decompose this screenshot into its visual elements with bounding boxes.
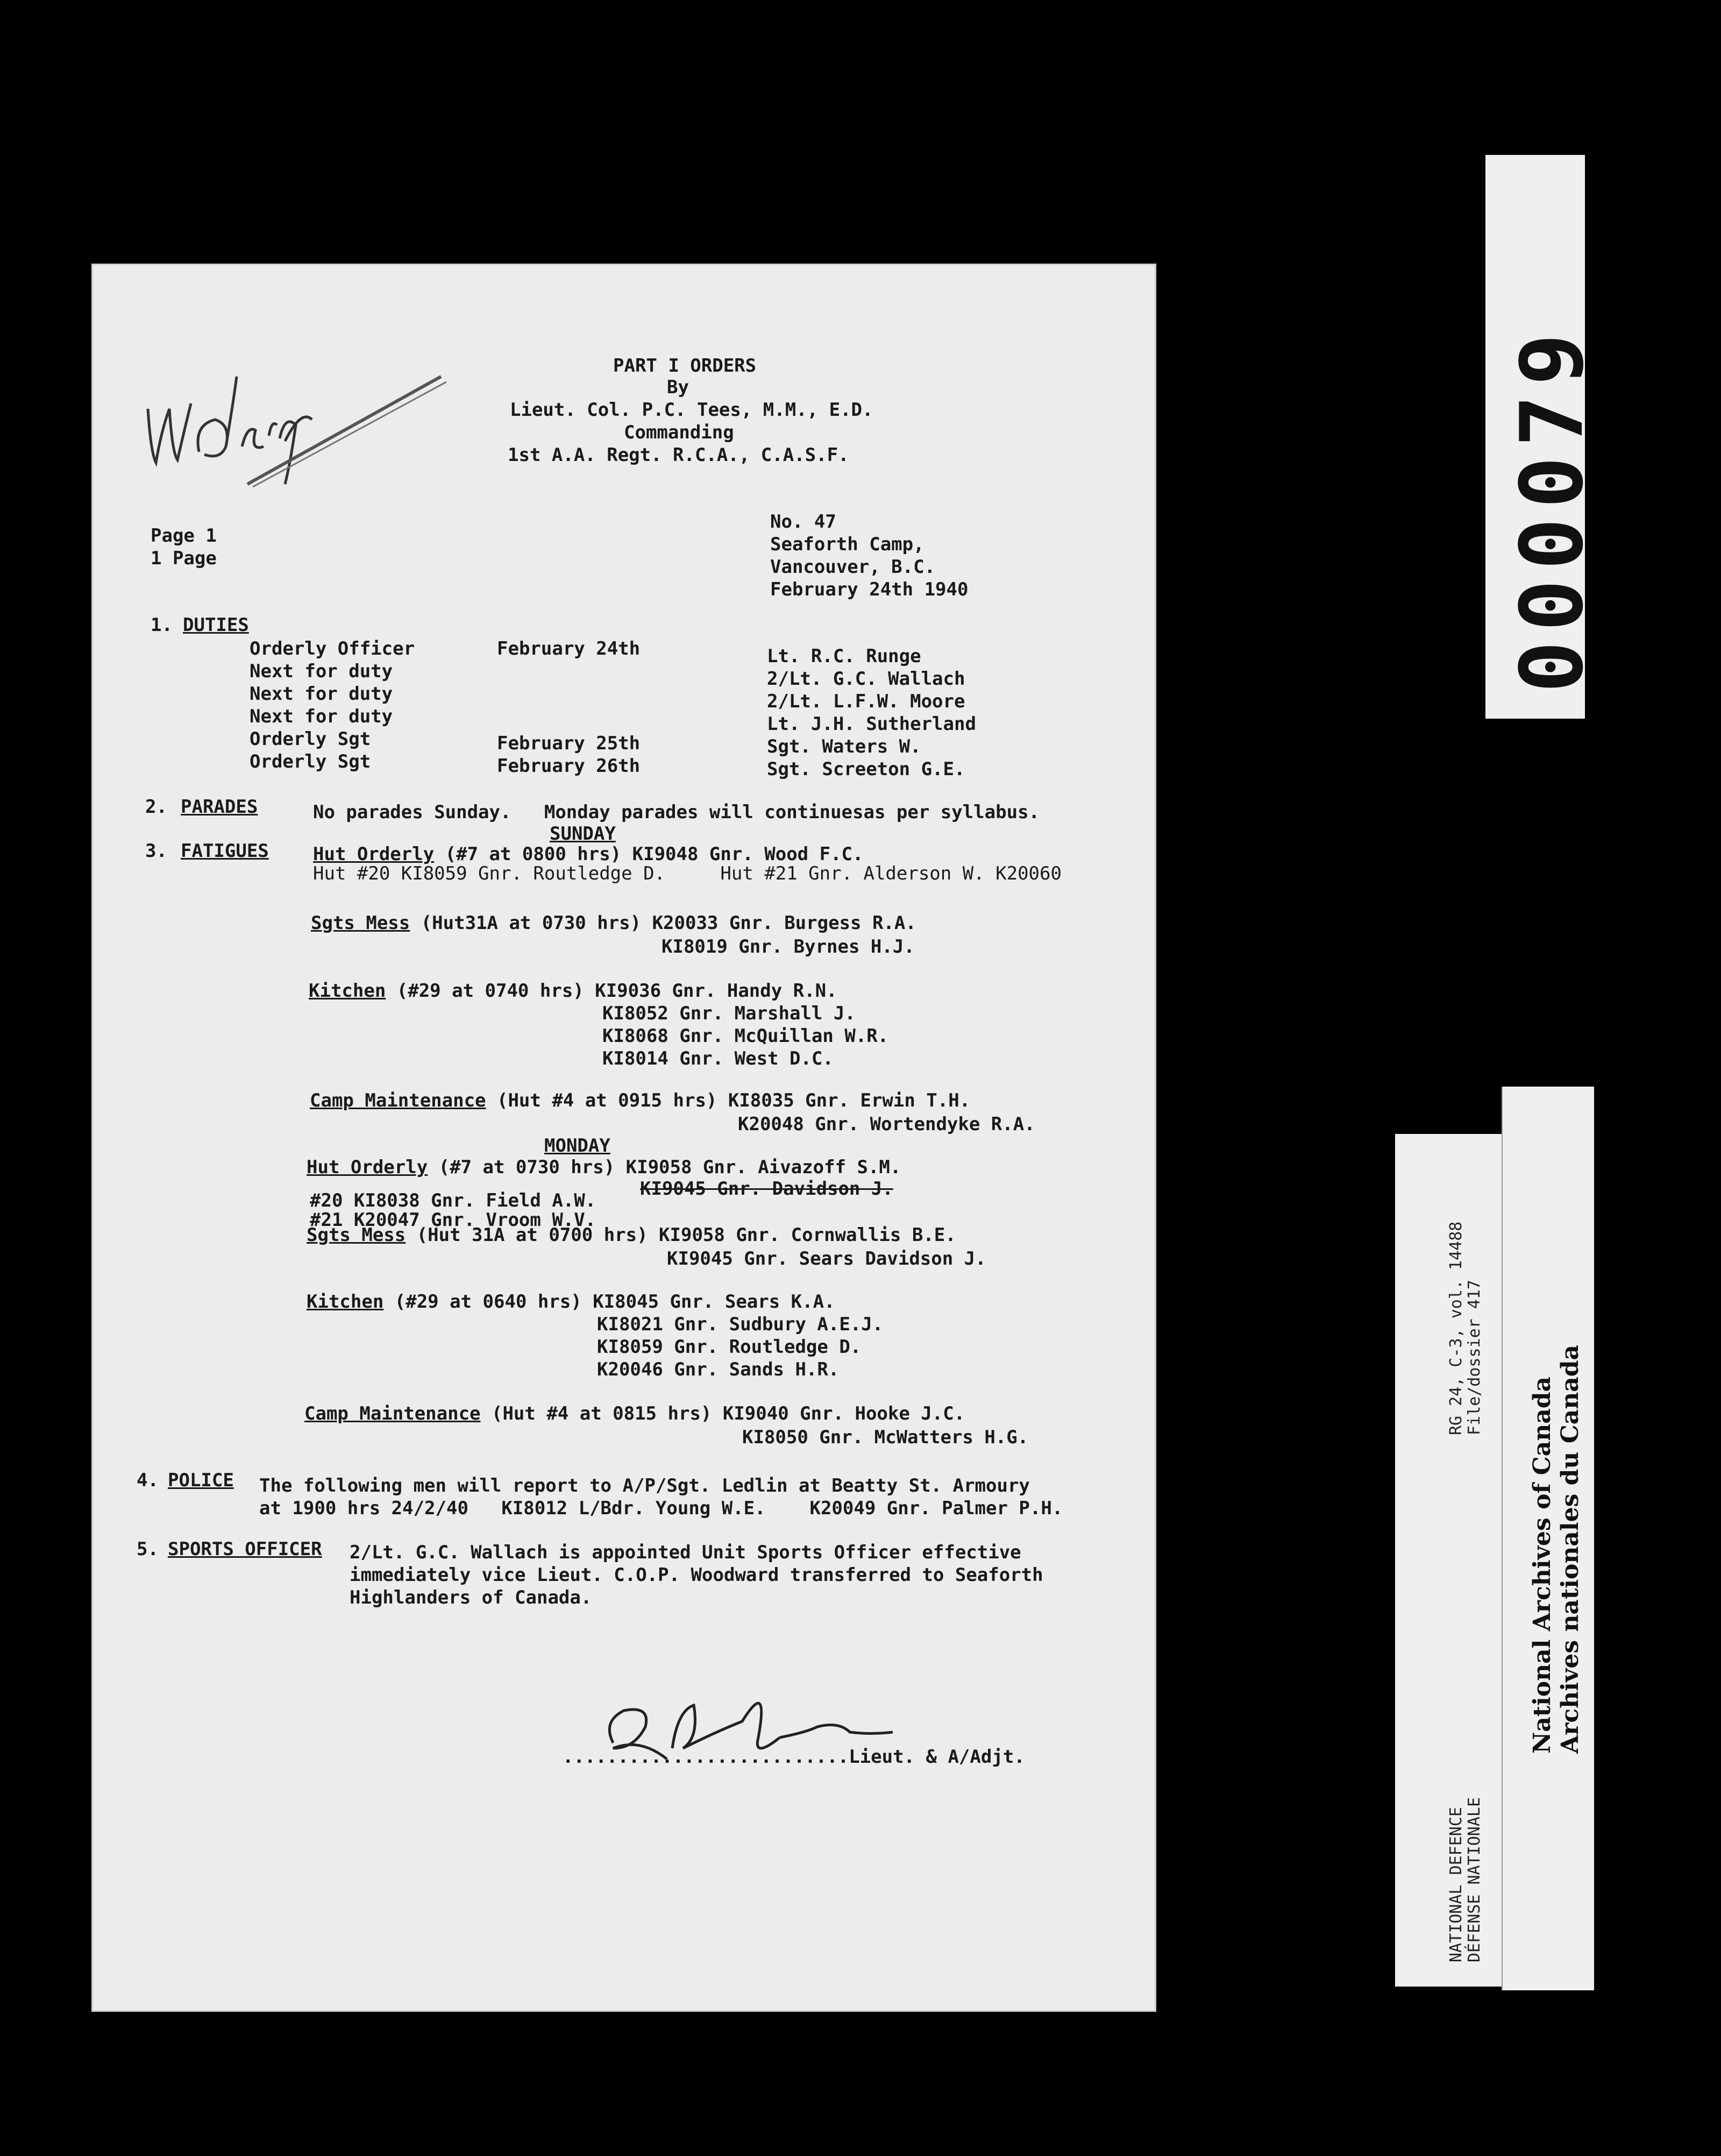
fatigue-text: (Hut 31A at 0700 hrs) KI9058 Gnr. Cornwallis B.E.: [406, 1224, 956, 1246]
fatigue-text: (#7 at 0800 hrs) KI9048 Gnr. Wood F.C.: [434, 843, 864, 865]
fatigue-line: KI8059 Gnr. Routledge D.: [597, 1336, 862, 1358]
signature-line: ..........................Lieut. & A/Adjt.: [563, 1746, 1025, 1768]
archives-name-fr: Archives nationales du Canada: [1556, 1344, 1584, 1754]
department-line: DÉFENSE NATIONALE: [1465, 1797, 1484, 1962]
sports-line: Highlanders of Canada.: [350, 1587, 592, 1608]
fatigue-line: KI8050 Gnr. McWatters H.G.: [742, 1427, 1029, 1448]
fatigue-text: (Hut #4 at 0815 hrs) KI9040 Gnr. Hooke J.C.: [480, 1403, 965, 1424]
fatigue-line-struck: KI9045 Gnr. Davidson J.: [640, 1178, 893, 1200]
page-count: 1 Page: [151, 548, 217, 569]
duty-name: 2/Lt. L.F.W. Moore: [767, 691, 965, 712]
police-number: 4.: [137, 1470, 159, 1491]
header-unit: 1st A.A. Regt. R.C.A., C.A.S.F.: [508, 444, 849, 466]
police-line: The following men will report to A/P/Sgt. Ledlin at Beatty St. Armoury: [259, 1475, 1030, 1497]
reference-line: File/dossier 417: [1465, 1280, 1484, 1435]
order-camp: Seaforth Camp,: [770, 534, 924, 555]
fatigues-number: 3.: [145, 840, 167, 862]
fatigue-line: #21 K20047 Gnr. Vroom W.V.: [310, 1209, 596, 1231]
fatigue-line: KI8014 Gnr. West D.C.: [602, 1048, 834, 1069]
fatigue-line: KI8052 Gnr. Marshall J.: [602, 1003, 856, 1024]
monday-label: MONDAY: [544, 1135, 610, 1157]
frame-number-strip: [1485, 155, 1602, 719]
fatigue-line: [310, 1090, 970, 1111]
sports-number: 5.: [137, 1538, 159, 1560]
duty-role: Next for duty: [250, 683, 393, 705]
header-by: By: [667, 377, 689, 398]
fatigue-label: Sgts Mess: [307, 1224, 406, 1246]
fatigue-line: [307, 1157, 901, 1178]
fatigue-line: #20 KI8038 Gnr. Field A.W.: [310, 1190, 596, 1211]
fatigue-line: [304, 1403, 965, 1424]
fatigue-line: KI9045 Gnr. Sears Davidson J.: [667, 1248, 986, 1270]
archive-label-reference: [1395, 1134, 1502, 1987]
fatigues-heading: FATIGUES: [181, 840, 269, 862]
archive-label-institution: [1502, 1087, 1594, 1990]
fatigue-line: Hut #20 KI8059 Gnr. Routledge D. Hut #21 Gnr. Alderson W. K20060: [313, 863, 1062, 884]
order-city: Vancouver, B.C.: [770, 556, 936, 578]
sports-line: immediately vice Lieut. C.O.P. Woodward transferred to Seaforth: [350, 1564, 1043, 1586]
duty-role: Next for duty: [250, 706, 393, 727]
handwritten-annotation: [140, 344, 463, 506]
duty-name: Lt. R.C. Runge: [767, 646, 921, 667]
fatigue-text: (#7 at 0730 hrs) KI9058 Gnr. Aivazoff S.M.: [428, 1157, 901, 1178]
fatigue-line: KI8021 Gnr. Sudbury A.E.J.: [597, 1314, 884, 1335]
parades-number: 2.: [145, 796, 167, 818]
order-number: No. 47: [770, 511, 836, 533]
fatigue-label: Hut Orderly: [313, 843, 435, 865]
sunday-label: SUNDAY: [550, 823, 616, 845]
duty-date: February 26th: [497, 755, 641, 777]
duty-name: Lt. J.H. Sutherland: [767, 713, 976, 735]
fatigue-line: [313, 843, 864, 865]
fatigue-text: (Hut31A at 0730 hrs) K20033 Gnr. Burgess R.A.: [410, 912, 916, 934]
duty-role: Orderly Officer: [250, 638, 415, 659]
fatigue-text: (Hut #4 at 0915 hrs) KI8035 Gnr. Erwin T.H.: [486, 1090, 971, 1111]
police-heading: POLICE: [168, 1470, 234, 1491]
duty-role: Next for duty: [250, 661, 393, 682]
fatigue-line: KI8068 Gnr. McQuillan W.R.: [602, 1025, 889, 1047]
duty-role: Orderly Sgt: [250, 728, 371, 750]
archives-name-en: National Archives of Canada: [1528, 1376, 1556, 1754]
fatigue-label: Camp Maintenance: [304, 1403, 481, 1424]
fatigue-label: Camp Maintenance: [310, 1090, 486, 1111]
fatigue-line: K20048 Gnr. Wortendyke R.A.: [738, 1114, 1035, 1135]
reference-line: RG 24, C-3, vol. 14488: [1447, 1221, 1466, 1435]
frame-number: 000079: [1502, 324, 1602, 693]
fatigue-line: [309, 980, 837, 1002]
fatigue-label: Kitchen: [309, 980, 386, 1002]
fatigue-line: KI8019 Gnr. Byrnes H.J.: [662, 936, 915, 958]
department-line: NATIONAL DEFENCE: [1447, 1807, 1466, 1962]
parades-heading: PARADES: [181, 796, 258, 818]
fatigue-text: (#29 at 0640 hrs) KI8045 Gnr. Sears K.A.: [383, 1291, 835, 1313]
parades-text: No parades Sunday. Monday parades will continuesas per syllabus.: [313, 802, 1040, 823]
fatigue-text: (#29 at 0740 hrs) KI9036 Gnr. Handy R.N.: [386, 980, 837, 1002]
fatigue-label: Hut Orderly: [307, 1157, 428, 1178]
fatigue-line: [311, 912, 916, 934]
fatigue-label: Kitchen: [307, 1291, 384, 1313]
page-number: Page 1: [151, 525, 217, 547]
duty-name: Sgt. Waters W.: [767, 736, 921, 757]
duty-date: February 24th: [497, 638, 641, 659]
fatigue-label: Sgts Mess: [311, 912, 410, 934]
header-officer: Lieut. Col. P.C. Tees, M.M., E.D.: [510, 399, 873, 421]
duties-number: 1.: [151, 614, 173, 636]
duties-heading: DUTIES: [183, 614, 249, 636]
document-title: PART I ORDERS: [613, 355, 757, 377]
duty-name: 2/Lt. G.C. Wallach: [767, 668, 965, 690]
fatigue-line: [307, 1291, 835, 1313]
duty-role: Orderly Sgt: [250, 751, 371, 772]
header-commanding: Commanding: [624, 422, 734, 443]
fatigue-line: K20046 Gnr. Sands H.R.: [597, 1359, 840, 1380]
duty-name: Sgt. Screeton G.E.: [767, 758, 965, 780]
sports-heading: SPORTS OFFICER: [168, 1538, 322, 1560]
police-line: at 1900 hrs 24/2/40 KI8012 L/Bdr. Young W.E. K20049 Gnr. Palmer P.H.: [259, 1498, 1063, 1519]
order-date: February 24th 1940: [770, 579, 969, 600]
fatigue-line: [307, 1224, 956, 1246]
handwriting-text: W Diary: [140, 344, 143, 345]
sports-line: 2/Lt. G.C. Wallach is appointed Unit Sports Officer effective: [350, 1542, 1021, 1563]
duty-date: February 25th: [497, 733, 641, 754]
